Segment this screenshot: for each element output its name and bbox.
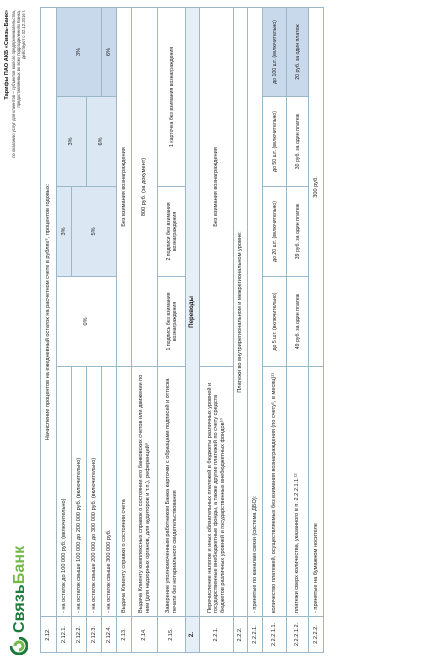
row-description: Начисление процентов на ежедневный остаток на расчетном счете в рублях⁸, процентов годовых:	[41, 8, 57, 617]
row-description: - на остаток свыше 300 000 руб.	[102, 367, 117, 617]
table-row	[287, 8, 309, 653]
row-number: 2.2.2.1.1.	[263, 617, 287, 653]
row-number: 2.2.2.2.	[309, 617, 324, 653]
table-row	[158, 8, 186, 653]
tariff-value: 49 руб. за один платеж	[287, 277, 309, 367]
tariff-value: до 50 шт. (включительно)	[263, 97, 287, 187]
row-number: 2.13.	[117, 617, 132, 653]
row-description: Заверение уполномоченным работником Банка карточки с образцами подписей и оттиска печати без нотариального свидетельствования	[158, 367, 186, 617]
tariff-value: 800 руб. (за документ)	[132, 8, 158, 367]
row-description: Платежи во внутрирегиональном и межрегиональном уровне:	[234, 8, 248, 617]
table-row	[41, 8, 57, 653]
row-description: платежи сверх количества, указанного в п. 2.2.2.1.1.¹²	[287, 367, 309, 617]
bank-logo-icon	[10, 637, 28, 655]
tariff-value: 30 руб. за один платеж	[287, 97, 309, 187]
table-row	[117, 8, 132, 653]
table-row	[309, 8, 324, 653]
tariff-value: до 20 шт. (включительно)	[263, 187, 287, 277]
row-number: 2.2.2.	[234, 617, 248, 653]
row-number: 2.12.4.	[102, 617, 117, 653]
brand-name: СвязьБанк	[11, 545, 28, 633]
header-line: по оказанию услуг для клиентов – субъектов малого предпринимательства,	[11, 10, 16, 158]
rate-value: 5%	[72, 187, 117, 277]
row-number: 2.12.3.	[87, 617, 102, 653]
tariff-value: 20 руб. за один платеж	[287, 8, 309, 97]
tariff-value: 2 подписи без взимания вознаграждения	[158, 187, 186, 277]
tariff-value: Без взимания вознаграждения	[200, 8, 234, 367]
row-description: - на остаток до 100 000 руб. (включительно)	[57, 367, 72, 617]
row-number: 2.12.	[41, 617, 57, 653]
rate-value: 3%	[57, 187, 72, 277]
tariff-value: Без взимания вознаграждения	[117, 8, 132, 367]
rate-value: 3%	[57, 8, 102, 97]
tariff-value: 39 руб. за один платеж	[287, 187, 309, 277]
table-row	[57, 8, 72, 653]
table-row	[263, 8, 287, 653]
row-description: Выдача Клиенту комплексных справок о состоянии его банковских счетов или движении по ним (для надзорных органов, для аудиторов и т.п.), референций⁹	[132, 367, 158, 617]
tariff-value: до 5 шт. (включительно)	[263, 277, 287, 367]
document-title: Тарифы ПАО АКБ «Связь-Банк»	[4, 10, 10, 100]
row-description: - на остаток свыше 100 000 до 200 000 руб. (включительно)	[72, 367, 87, 617]
row-number: 2.2.2.1.	[248, 617, 263, 653]
row-description: Выдача Клиенту справки о состоянии счета	[117, 367, 132, 617]
row-number: 2.2.2.1.2.	[287, 617, 309, 653]
rate-value: 0%	[57, 277, 117, 367]
rate-value: 6%	[87, 97, 117, 187]
row-description: - принятые на бумажном носителе	[309, 367, 324, 617]
section-title: Переводы	[186, 8, 200, 617]
rate-value: 3%	[57, 97, 87, 187]
table-row	[132, 8, 158, 653]
row-number: 2.12.2.	[72, 617, 87, 653]
table-row	[248, 8, 263, 653]
tariff-value: 300 руб.	[309, 8, 324, 367]
row-description: - на остаток свыше 200 000 до 300 000 руб. (включительно)	[87, 367, 102, 617]
tariff-value: 1 подпись без взимания вознаграждения	[158, 277, 186, 367]
document-header	[4, 10, 27, 270]
rate-value: 6%	[102, 8, 117, 97]
row-number: 2.14.	[132, 617, 158, 653]
row-number: 2.2.1.	[200, 617, 234, 653]
row-number: 2.15.	[158, 617, 186, 653]
section-header	[186, 8, 200, 653]
row-description: Перечисление налогов и иных обязательных платежей в бюджеты различных уровней и государственные внебюджетные фонды, а также другие платежей по счету средств бюджетов различных уровней и государственных внебюджетных фондов¹⁰	[200, 367, 234, 617]
tariff-value: 1 карточка без взимания вознаграждения	[158, 8, 186, 187]
tariff-value: до 100 шт. (включительно)	[263, 8, 287, 97]
row-description: количество платежей, осуществляемых без взимания вознаграждения (по счету¹, в месяц)¹¹	[263, 367, 287, 617]
row-description: - принятые по каналам связи (система ДБО):	[248, 8, 263, 617]
row-number: 2.12.1.	[57, 617, 72, 653]
table-row	[200, 8, 234, 653]
table-row	[234, 8, 248, 653]
header-line: действуют с 02.12.2016 г.	[21, 10, 27, 60]
brand-logo	[8, 535, 32, 655]
header-line: предоставляемых во всех подразделениях Банка,	[16, 10, 22, 108]
section-number: 2.	[186, 617, 200, 653]
tariff-table	[40, 7, 324, 653]
